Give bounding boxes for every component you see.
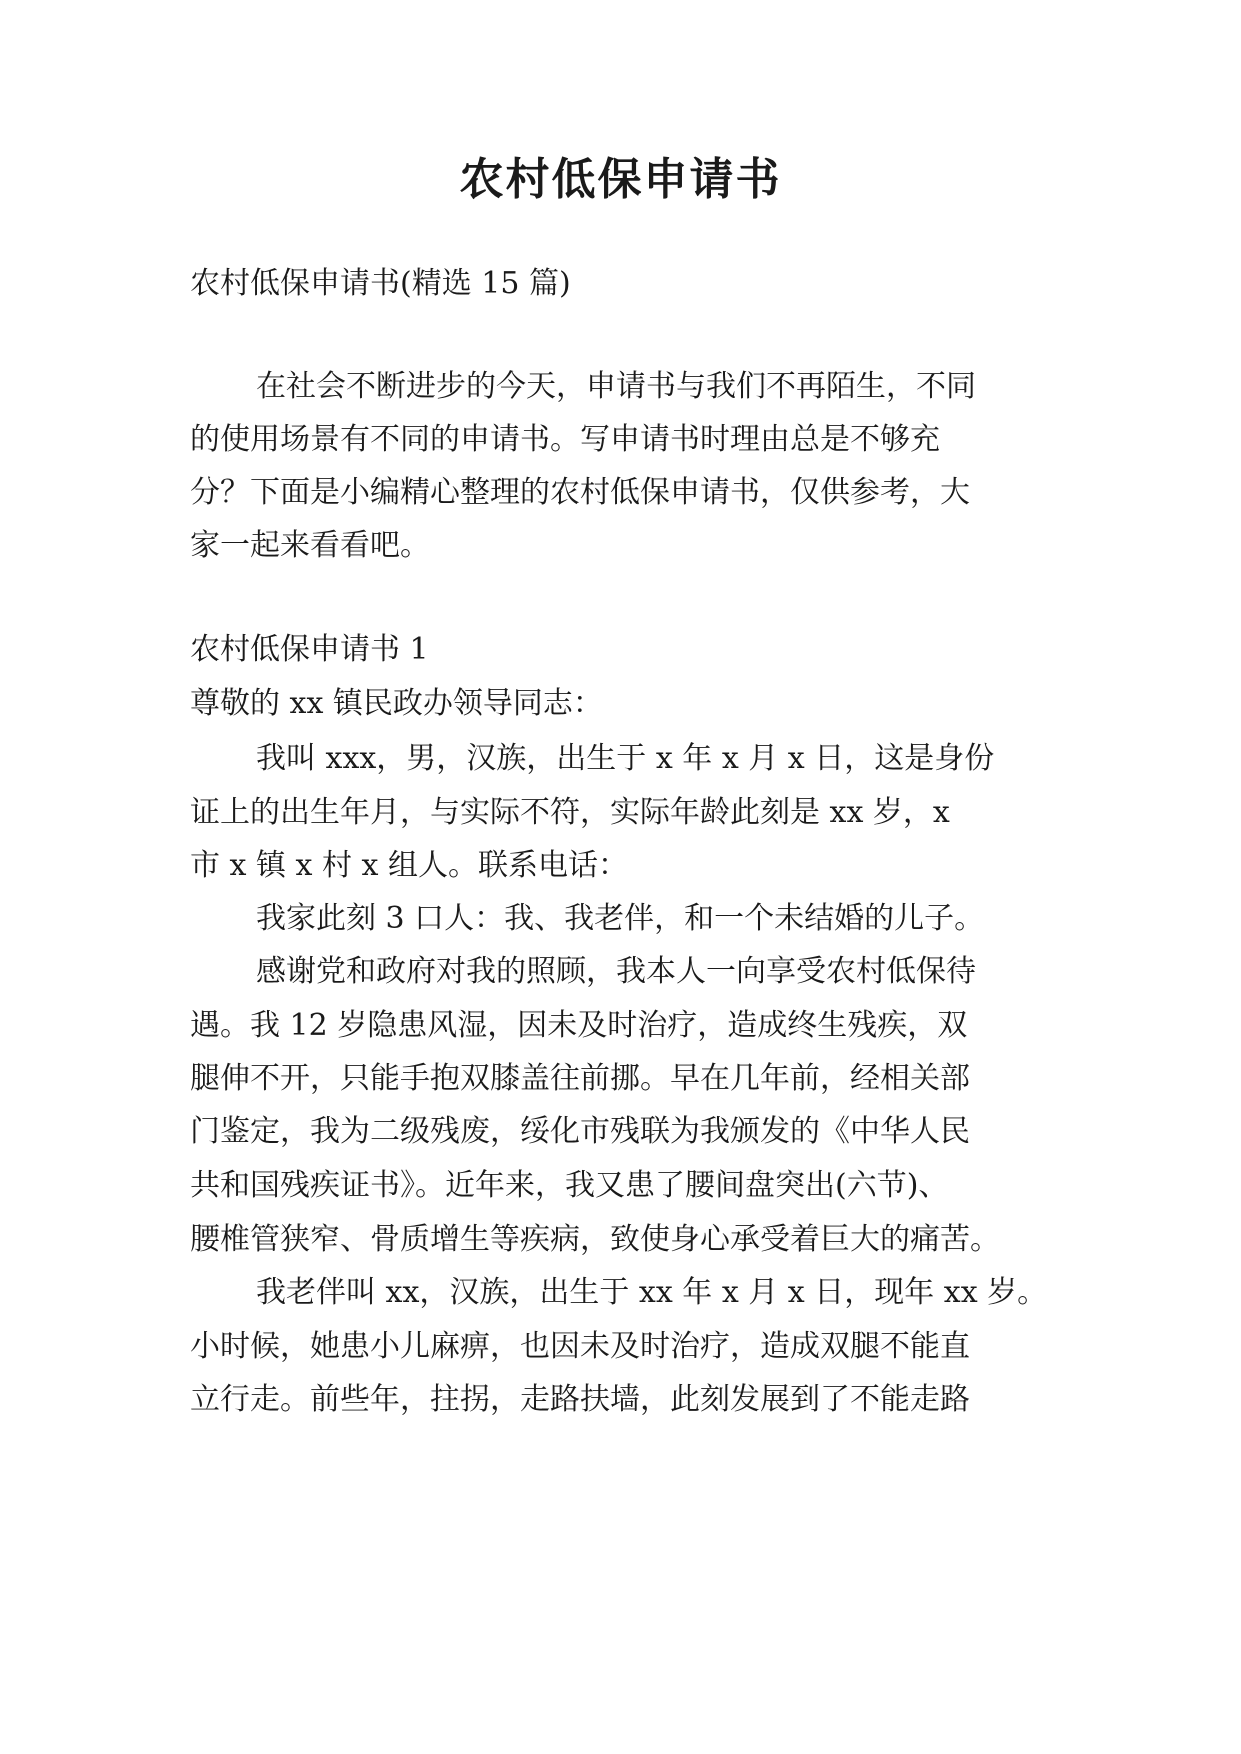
body-line-3: 市 x 镇 x 村 x 组人。联系电话： — [190, 848, 628, 883]
body-line-7: 腿伸不开，只能手抱双膝盖往前挪。早在几年前，经相关部 — [190, 1061, 970, 1096]
body-line-9: 共和国残疾证书》。近年来，我又患了腰间盘突出(六节)、 — [190, 1168, 949, 1203]
body-line-5: 感谢党和政府对我的照顾，我本人一向享受农村低保待 — [256, 954, 976, 989]
salutation: 尊敬的 xx 镇民政办领导同志： — [190, 686, 603, 721]
intro-line-3: 分？下面是小编精心整理的农村低保申请书，仅供参考，大 — [190, 475, 970, 510]
body-line-8: 门鉴定，我为二级残废，绥化市残联为我颁发的《中华人民 — [190, 1114, 970, 1149]
body-line-12: 小时候，她患小儿麻痹，也因未及时治疗，造成双腿不能直 — [190, 1329, 970, 1364]
intro-line-2: 的使用场景有不同的申请书。写申请书时理由总是不够充 — [190, 422, 940, 457]
body-line-11: 我老伴叫 xx，汉族，出生于 xx 年 x 月 x 日，现年 xx 岁。 — [256, 1275, 1048, 1310]
body-line-13: 立行走。前些年，拄拐，走路扶墙，此刻发展到了不能走路 — [190, 1382, 970, 1417]
intro-line-1: 在社会不断进步的今天，申请书与我们不再陌生，不同 — [256, 369, 976, 404]
body-line-10: 腰椎管狭窄、骨质增生等疾病，致使身心承受着巨大的痛苦。 — [190, 1222, 1000, 1257]
body-line-2: 证上的出生年月，与实际不符，实际年龄此刻是 xx 岁，x — [190, 795, 950, 830]
document-title: 农村低保申请书 — [459, 154, 782, 205]
section-heading: 农村低保申请书 1 — [190, 632, 429, 667]
body-line-6: 遇。我 12 岁隐患风湿，因未及时治疗，造成终生残疾，双 — [190, 1008, 968, 1043]
body-line-1: 我叫 xxx，男，汉族，出生于 x 年 x 月 x 日，这是身份 — [256, 741, 995, 776]
intro-line-4: 家一起来看看吧。 — [190, 528, 430, 563]
document-subtitle: 农村低保申请书(精选 15 篇) — [190, 266, 571, 301]
body-line-4: 我家此刻 3 口人：我、我老伴，和一个未结婚的儿子。 — [256, 901, 985, 936]
